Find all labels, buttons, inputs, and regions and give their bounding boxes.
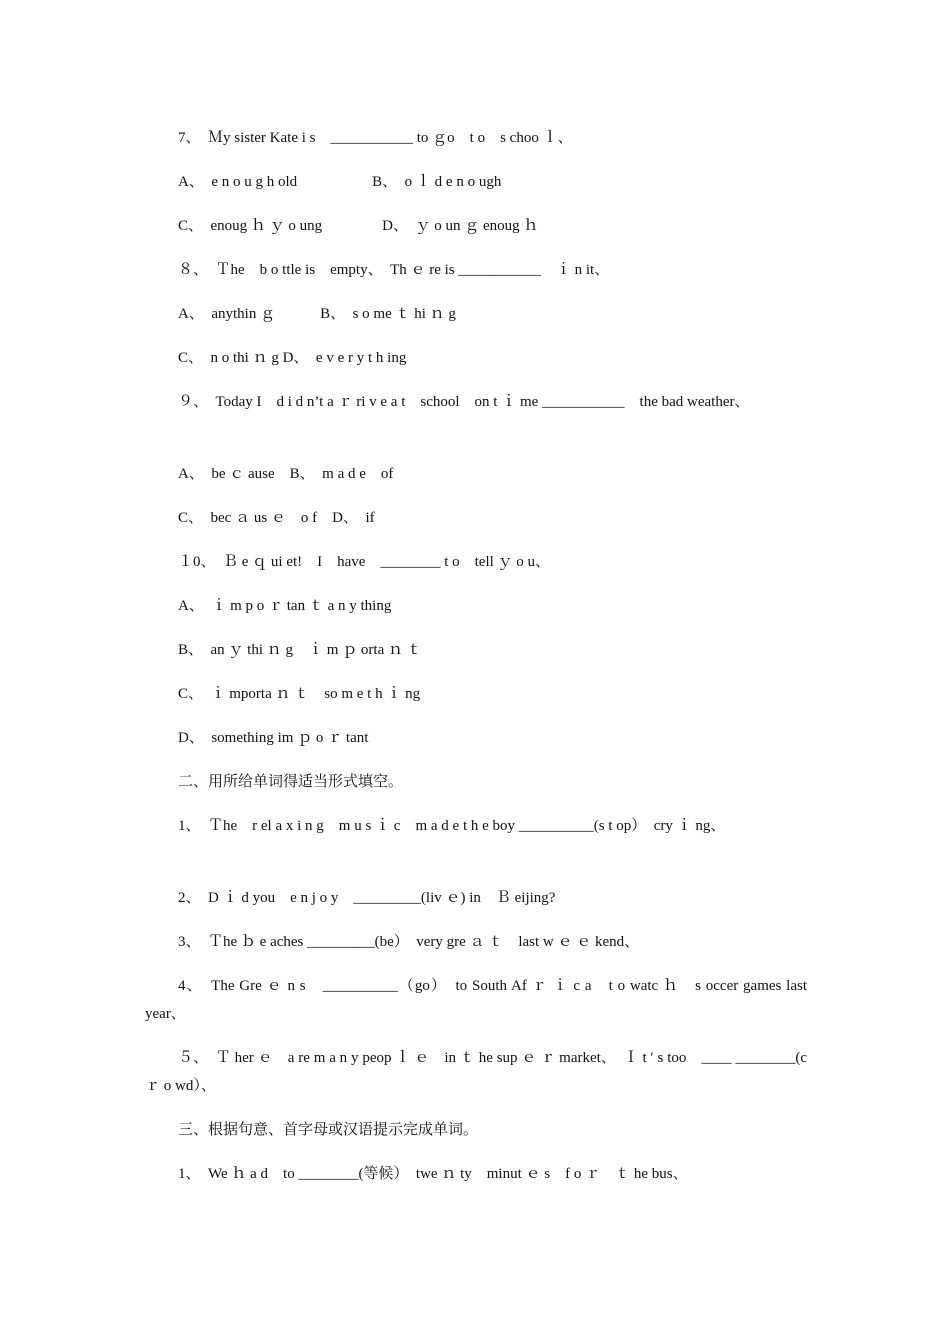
question-9-options-ab: A、 be ｃ ause B、 m a d e of [178, 466, 394, 482]
question-10: １0、 Ｂ e ｑ ui et! I have ________ t o tell ｙ o u、 [178, 554, 551, 570]
section-2-question-3: 3、 Ｔhe ｂ e aches _________(be） very gre ａ ｔ last w ｅ ｅ kend、 [178, 934, 640, 950]
question-10-option-a: A、 ｉ m p o ｒ tan ｔ a n y thing [178, 598, 392, 614]
question-7-options-ab: A、 e n o u g h old B、 o ｌ d e n o ugh [178, 174, 502, 190]
question-7: 7、 Ｍy sister Kate i s ___________ to ｇo t o s choo ｌ、 [178, 130, 573, 146]
section-2-heading: 二、用所给单词得适当形式填空。 [178, 774, 404, 790]
section-3-heading: 三、根据句意、首字母或汉语提示完成单词。 [178, 1122, 479, 1138]
question-8: ８、 Ｔhe b o ttle is empty、 Th ｅ re is ___________ ｉ n it、 [178, 262, 610, 278]
section-2-question-2: 2、 D ｉ d you e n j o y _________(liv ｅ) in Ｂ eijing? [178, 890, 556, 906]
section-3-question-1: 1、 We ｈ a d to ________(等候） twe ｎ ty minut ｅ s f o ｒ ｔ he bus、 [178, 1166, 688, 1182]
question-7-options-cd: C、 enoug ｈ ｙ o ung D、 ｙ o un ｇ enoug ｈ [178, 218, 539, 234]
question-9-options-cd: C、 bec ａ us ｅ o f D、 if [178, 510, 375, 526]
question-8-options-ab: A、 anythin ｇ B、 s o me ｔ hi ｎ g [178, 306, 456, 322]
section-2-question-4: 4、 The Gre ｅ n s __________（go） to South Af ｒ ｉ c a t o watc ｈ s occer games last year、 [145, 978, 807, 1022]
question-10-option-b: B、 an ｙ thi ｎ g ｉ m ｐ orta ｎ ｔ [178, 642, 422, 658]
section-2-question-5: ５、 Ｔ her ｅ a re m a n y peop ｌ ｅ in ｔ he sup ｅ ｒ market、 Ｉ t ′ s too ____ ________(c ｒ o wd）、 [145, 1050, 807, 1094]
question-10-option-c: C、 ｉ mporta ｎ ｔ so m e t h ｉ ng [178, 686, 421, 702]
question-9: ９、 Today I d i d n’t a ｒ ri v e a t school on t ｉ me ___________ the bad weather、 [178, 394, 750, 410]
question-8-options-cd: C、 n o thi ｎ g D、 e v e r y t h ing [178, 350, 407, 366]
section-2-question-1: 1、 Ｔhe r el a x i n g m u s ｉ c m a d e t h e boy __________(s t op） cry ｉ ng、 [178, 818, 726, 834]
question-10-option-d: D、 something im ｐ o ｒ tant [178, 730, 369, 746]
